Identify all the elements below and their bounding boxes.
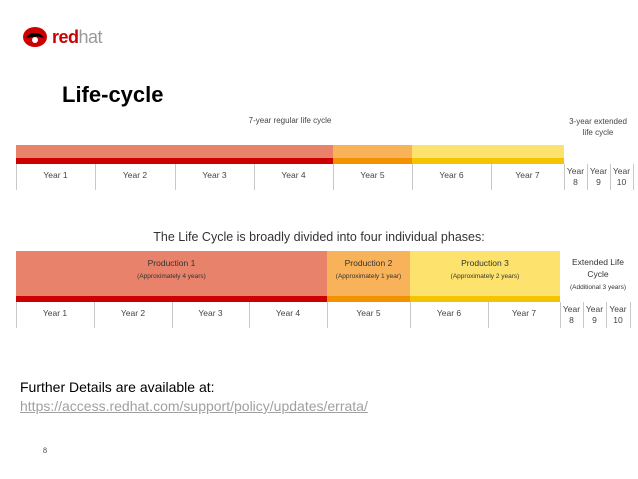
production3-line (410, 296, 560, 302)
production1-detail: (Approximately 4 years) (137, 273, 206, 280)
t2-year-8-top: Year (562, 304, 581, 314)
t1-year-6: Year 6 (439, 170, 464, 180)
production3-detail: (Approximately 2 years) (450, 273, 520, 280)
t1-production2-line (333, 158, 412, 164)
t2-year-2: Year 2 (120, 308, 146, 318)
extended-life-cycle-caption (560, 116, 636, 138)
t1-production1-bar (16, 145, 333, 158)
t1-year-4: Year 4 (281, 170, 306, 180)
t2-year-8 (560, 304, 583, 326)
t2-year-7: Year 7 (511, 308, 537, 318)
t1-production2-bar (333, 145, 412, 158)
t1-year-10 (610, 166, 633, 188)
production3-block (410, 251, 560, 296)
extended-life-cycle-label (560, 256, 636, 291)
production1-label: Production 1 (147, 258, 196, 268)
further-details-text: Further Details are available at: (20, 379, 215, 395)
t1-year-7: Year 7 (515, 170, 540, 180)
t2-year-10-top: Year (609, 304, 627, 314)
t1-year-3: Year 3 (202, 170, 227, 180)
production2-label: Production 2 (344, 258, 393, 268)
t1-year-10-bottom: 10 (616, 177, 627, 187)
production2-detail: (Approximately 1 year) (335, 273, 402, 280)
t1-year-9-top: Year (589, 166, 608, 176)
t2-year-9-top: Year (585, 304, 604, 314)
t2-year-10 (606, 304, 630, 326)
errata-policy-link[interactable]: https://access.redhat.com/support/policy/updates/errata/ (20, 398, 368, 414)
t2-year-1: Year 1 (42, 308, 68, 318)
production2-block (327, 251, 410, 296)
t1-year-1: Year 1 (43, 170, 68, 180)
redhat-wordmark (52, 27, 102, 48)
t2-year-9-bottom: 9 (592, 315, 597, 325)
t1-production3-line (412, 158, 564, 164)
t1-year-2: Year 2 (122, 170, 148, 180)
extended-caption-line2: life cycle (582, 128, 614, 137)
t2-year-3: Year 3 (198, 308, 223, 318)
t2-year-6: Year 6 (436, 308, 462, 318)
extended-line2: Cycle (587, 269, 609, 279)
brand-hat-text: hat (78, 26, 103, 47)
t2-year-4: Year 4 (275, 308, 301, 318)
t1-year-9 (587, 166, 610, 188)
t2-year-8-bottom: 8 (569, 315, 574, 325)
brand-red-text: red (52, 26, 79, 47)
t1-year-5: Year 5 (360, 170, 385, 180)
t2-year-10-bottom: 10 (613, 315, 623, 325)
t1-year-10-top: Year (612, 166, 631, 176)
page-number: 8 (43, 446, 47, 455)
t1-year-8-top: Year (566, 166, 585, 176)
phases-heading: The Life Cycle is broadly divided into four individual phases: (153, 230, 485, 244)
regular-life-cycle-caption: 7-year regular life cycle (248, 116, 332, 125)
redhat-shadowman-icon (22, 26, 48, 48)
redhat-logo (22, 24, 102, 50)
extended-caption-line1: 3-year extended (569, 117, 627, 126)
extended-line1: Extended Life (572, 257, 624, 267)
page-title: Life-cycle (62, 82, 164, 107)
t1-year-8-bottom: 8 (573, 177, 578, 187)
t1-production3-bar (412, 145, 564, 158)
production2-line (327, 296, 410, 302)
t1-year-8 (564, 166, 587, 188)
t2-year-5: Year 5 (356, 308, 381, 318)
extended-detail: (Additional 3 years) (570, 284, 626, 291)
t2-year-9 (583, 304, 606, 326)
production1-block (16, 251, 327, 296)
production3-label: Production 3 (461, 258, 509, 268)
t1-year-9-bottom: 9 (596, 177, 601, 187)
